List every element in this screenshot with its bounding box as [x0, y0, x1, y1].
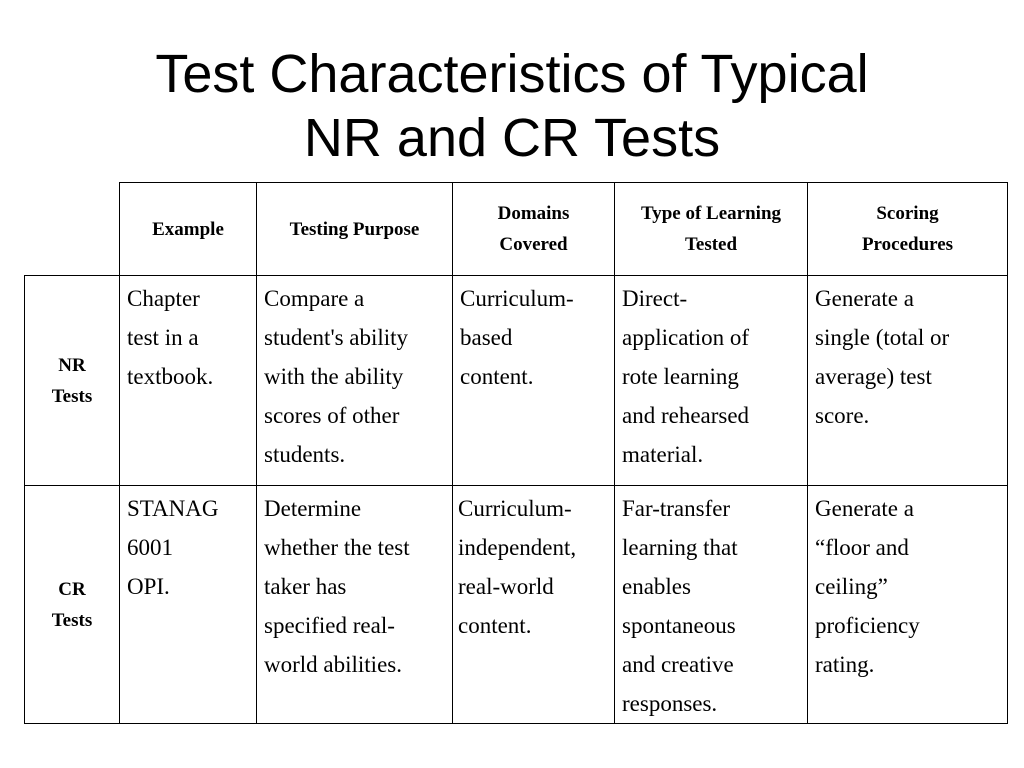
row-label-cr	[25, 486, 120, 724]
header-learning-line-2: Tested	[684, 234, 738, 255]
cell-line: OPI.	[127, 574, 170, 599]
cell-line: Far-transfer	[622, 496, 731, 521]
cr-scoring-cell	[808, 486, 1008, 724]
cell-line: ceiling”	[815, 574, 888, 599]
cell-line: content.	[460, 364, 534, 389]
nr-scoring-cell	[808, 276, 1008, 486]
cell-line: Determine	[264, 496, 362, 521]
nr-learning-cell	[615, 276, 808, 486]
header-example-text: Example	[152, 218, 224, 240]
cell-line: test in a	[127, 325, 199, 350]
header-domains-covered	[453, 183, 615, 276]
characteristics-table	[24, 182, 1008, 724]
row-label-nr-line-1: NR	[58, 354, 86, 376]
header-scoring-procedures	[808, 183, 1008, 276]
title-line-2: NR and CR Tests	[303, 108, 721, 168]
cell-line: specified real-	[264, 613, 395, 638]
cell-line: score.	[815, 403, 870, 428]
header-testing-purpose	[257, 183, 453, 276]
cell-line: spontaneous	[622, 613, 736, 638]
cell-line: student's ability	[264, 325, 409, 350]
nr-domains-cell	[453, 276, 615, 486]
cell-line: rating.	[815, 652, 875, 677]
cell-line: average) test	[815, 364, 932, 389]
cell-line: proficiency	[815, 613, 920, 638]
slide-title	[0, 42, 1024, 170]
cell-line: textbook.	[127, 364, 214, 389]
cell-line: and rehearsed	[622, 403, 750, 428]
cell-line: rote learning	[622, 364, 739, 389]
cell-line: Chapter	[127, 286, 200, 311]
cell-line: world abilities.	[264, 652, 402, 677]
header-scoring-line-2: Procedures	[861, 234, 954, 255]
table-row-cr	[25, 486, 1008, 724]
cell-line: 6001	[127, 535, 173, 560]
cell-line: application of	[622, 325, 750, 350]
cell-line: Compare a	[264, 286, 365, 311]
row-label-cr-line-2: Tests	[51, 609, 93, 631]
cell-line: Generate a	[815, 286, 914, 311]
cell-line: responses.	[622, 691, 718, 716]
cr-example-cell	[120, 486, 257, 724]
cell-line: Generate a	[815, 496, 914, 521]
header-corner	[25, 183, 120, 276]
cell-line: single (total or	[815, 325, 950, 350]
header-row	[25, 183, 1008, 276]
cell-line: taker has	[264, 574, 347, 599]
cell-line: scores of other	[264, 403, 400, 428]
row-label-cr-line-1: CR	[58, 578, 86, 600]
nr-example-cell	[120, 276, 257, 486]
header-example	[120, 183, 257, 276]
cell-line: Direct-	[622, 286, 688, 311]
table-row-nr	[25, 276, 1008, 486]
cell-line: based	[460, 325, 513, 350]
cell-line: “floor and	[815, 535, 909, 560]
cell-line: real-world	[458, 574, 554, 599]
cr-domains-cell	[453, 486, 615, 724]
title-line-1: Test Characteristics of Typical	[155, 44, 869, 104]
cr-purpose-cell	[257, 486, 453, 724]
cell-line: content.	[458, 613, 532, 638]
cell-line: Curriculum-	[458, 496, 572, 521]
header-domains-line-2: Covered	[499, 234, 568, 255]
header-domains-line-1: Domains	[497, 203, 570, 224]
header-scoring-line-1: Scoring	[876, 203, 939, 224]
cell-line: material.	[622, 442, 704, 467]
cell-line: learning that	[622, 535, 738, 560]
cell-line: and creative	[622, 652, 734, 677]
row-label-nr	[25, 276, 120, 486]
cell-line: Curriculum-	[460, 286, 574, 311]
cell-line: whether the test	[264, 535, 410, 560]
cell-line: students.	[264, 442, 346, 467]
cell-line: STANAG	[127, 496, 219, 521]
header-testing-purpose-text: Testing Purpose	[289, 218, 420, 240]
header-learning-line-1: Type of Learning	[640, 203, 782, 224]
nr-purpose-cell	[257, 276, 453, 486]
row-label-nr-line-2: Tests	[51, 385, 93, 407]
cell-line: independent,	[458, 535, 577, 560]
cr-learning-cell	[615, 486, 808, 724]
header-type-of-learning	[615, 183, 808, 276]
cell-line: with the ability	[264, 364, 404, 389]
cell-line: enables	[622, 574, 691, 599]
